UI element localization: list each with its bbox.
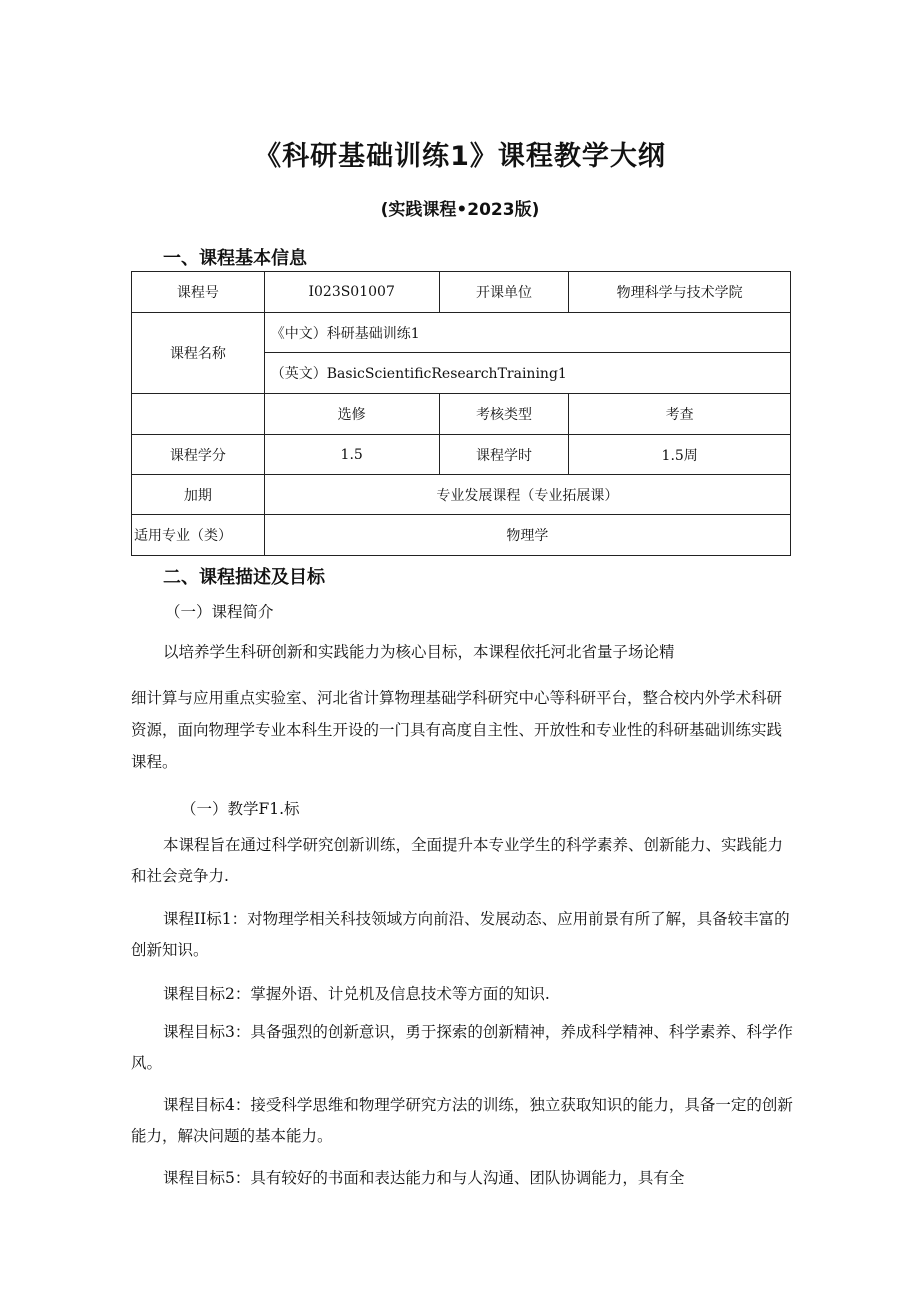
- course-name-label: 课程名称: [132, 313, 265, 394]
- subheading-teaching-goals: （一）教学F1.标: [181, 800, 300, 818]
- course-goal-2: 课程目标2：掌握外语、计兑机及信息技术等方面的知识.: [163, 985, 550, 1003]
- course-info-table: [131, 271, 791, 556]
- table-row: [132, 515, 791, 556]
- intro-paragraph-rest: 细计算与应用重点实验室、河北省计算物理基础学科研究中心等科研平台，整合校内外学术科研资源，面向物理学专业本科生开设的一门具有高度自主性、开放性和专业性的科研基础训练实践课程。: [131, 689, 783, 771]
- course-type-label: [132, 394, 265, 435]
- course-goal-3: 课程目标3：具备强烈的创新意识，勇于探索的创新精神，养成科学精神、科学素养、科学作风。: [131, 1023, 793, 1072]
- credit-value: 1.5: [264, 435, 439, 475]
- goals-intro-paragraph: 本课程旨在通过科学研究创新训练，全面提升本专业学生的科学素养、创新能力、实践能力和社会竞争力.: [131, 836, 784, 885]
- major-label: 适用专业（类）: [132, 515, 265, 556]
- course-goal-1: 课程II标1：对物理学相关科技领域方向前沿、发展动态、应用前景有所了解，具备较丰富的创新知识。: [131, 910, 790, 959]
- hours-value: 1.5周: [569, 435, 791, 475]
- document-subtitle: (实践课程•2023版): [380, 200, 540, 220]
- assessment-value: 考查: [569, 394, 791, 435]
- course-name-cn: 《中文）科研基础训练1: [264, 313, 790, 353]
- department-label: 开课单位: [439, 272, 569, 313]
- table-row: [132, 394, 791, 435]
- course-goal-5: 课程目标5：具有较好的书面和表达能力和与人沟通、团队协调能力，具有全: [163, 1169, 685, 1187]
- assessment-label: 考核类型: [439, 394, 569, 435]
- section-heading-basic-info: 一、课程基本信息: [163, 248, 307, 269]
- course-name-en: （英文）BasicScientificResearchTraining1: [264, 353, 790, 394]
- course-goal-4: 课程目标4：接受科学思维和物理学研究方法的训练，独立获取知识的能力，具备一定的创新能力，解决问题的基本能力。: [131, 1096, 793, 1145]
- hours-label: 课程学时: [439, 435, 569, 475]
- document-title: 《科研基础训练1》课程教学大纲: [254, 141, 666, 172]
- category-label: 加期: [132, 475, 265, 515]
- major-value: 物理学: [264, 515, 790, 556]
- section-heading-description: 二、课程描述及目标: [163, 567, 325, 588]
- course-number-label: 课程号: [132, 272, 265, 313]
- course-number-value: I023S01007: [264, 272, 439, 313]
- table-row: [132, 475, 791, 515]
- subheading-course-intro: （一）课程简介: [165, 603, 274, 621]
- credit-label: 课程学分: [132, 435, 265, 475]
- category-value: 专业发展课程（专业拓展课）: [264, 475, 790, 515]
- table-row: [132, 272, 791, 313]
- course-type-value: 选修: [264, 394, 439, 435]
- intro-paragraph-line1: 以培养学生科研创新和实践能力为核心目标，本课程依托河北省量子场论精: [163, 643, 675, 661]
- table-row: [132, 313, 791, 353]
- department-value: 物理科学与技术学院: [569, 272, 791, 313]
- table-row: [132, 435, 791, 475]
